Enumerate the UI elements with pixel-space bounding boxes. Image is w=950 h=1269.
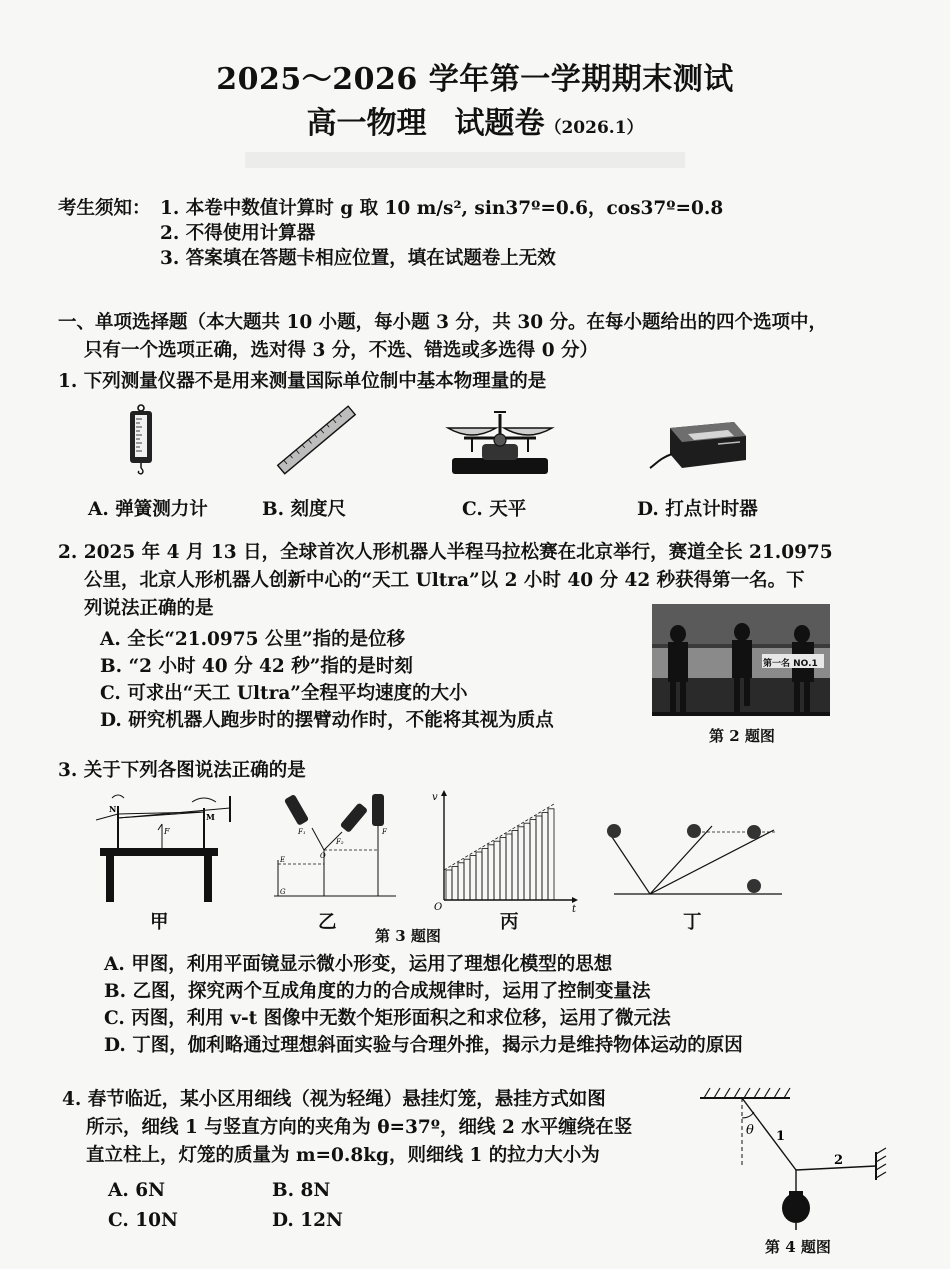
ticker-timer-image: [648, 418, 752, 476]
q2-option-a: A. 全长“21.0975 公里”指的是位移: [100, 629, 406, 650]
fig-yi-label-f: F: [382, 828, 387, 836]
notice-item-1: 1. 本卷中数值计算时 g 取 10 m/s², sin37º=0.6，cos37º=0.8: [160, 198, 724, 219]
fig-label-ding: 丁: [683, 912, 702, 933]
fig-bing-vt-graph: [432, 790, 578, 915]
q4-option-b: B. 8N: [272, 1180, 331, 1201]
exam-subtitle: [0, 98, 950, 142]
q1-option-d: D. 打点计时器: [637, 499, 758, 520]
fig4-lantern-diagram: [696, 1084, 898, 1234]
subject-title: 高一物理: [306, 106, 427, 141]
vt-micro-rect: [506, 834, 512, 900]
fig-jia-label-f: F: [164, 827, 170, 836]
vt-micro-rect: [500, 838, 506, 900]
balance-image: [444, 404, 556, 478]
q3-stem: 3. 关于下列各图说法正确的是: [58, 760, 306, 781]
fig4-label-1: 1: [776, 1129, 786, 1144]
vt-micro-rect: [488, 845, 494, 900]
vt-micro-rect: [446, 870, 452, 900]
q3-option-c: C. 丙图，利用 v-t 图像中无数个矩形面积之和求位移，运用了微元法: [104, 1008, 671, 1029]
vt-micro-rect: [458, 863, 464, 900]
spring-scale-image: [125, 404, 157, 474]
q2-option-d: D. 研究机器人跑步时的摆臂动作时，不能将其视为质点: [100, 710, 554, 731]
fig-jia-mirror-experiment: [92, 790, 238, 906]
q4-stem-2: 所示，细线 1 与竖直方向的夹角为 θ=37º，细线 2 水平缠绕在竖: [86, 1117, 633, 1138]
q4-figure-caption: 第 4 题图: [765, 1238, 831, 1256]
q4-option-a: A. 6N: [108, 1180, 166, 1201]
notice-item-3: 3. 答案填在答题卡相应位置，填在试题卷上无效: [160, 248, 556, 269]
fig-yi-label-f2: F₂: [336, 838, 344, 846]
vt-micro-rect: [482, 848, 488, 900]
fig-label-yi: 乙: [318, 912, 337, 933]
ruler-image: [275, 408, 357, 474]
vt-micro-rect: [512, 830, 518, 900]
exam-date: （2026.1）: [544, 118, 644, 138]
fig-jia-label-m: M: [206, 812, 215, 822]
vt-micro-rect: [548, 809, 554, 900]
vt-micro-rect: [470, 856, 476, 900]
q1-stem: 1. 下列测量仪器不是用来测量国际单位制中基本物理量的是: [58, 371, 547, 392]
fig4-label-theta: θ: [746, 1123, 754, 1138]
paper-type: 试题卷: [454, 106, 545, 141]
q2-stem-3: 列说法正确的是: [84, 598, 214, 619]
marathon-banner: 第一名 NO.1: [763, 659, 818, 669]
q1-option-b: B. 刻度尺: [262, 499, 347, 520]
q1-option-a: A. 弹簧测力计: [88, 499, 208, 520]
vt-micro-rect: [524, 823, 530, 900]
fig-jia-label-n: N: [109, 804, 117, 814]
fig-bing-label-t: t: [572, 904, 577, 915]
blurred-strip: [245, 152, 685, 168]
vt-micro-rect: [518, 827, 524, 900]
fig-ding-galileo-incline: [596, 818, 786, 900]
fig-yi-label-g: G: [280, 888, 286, 896]
vt-micro-rect: [536, 816, 542, 900]
q3-option-b: B. 乙图，探究两个互成角度的力的合成规律时，运用了控制变量法: [104, 981, 651, 1002]
fig4-label-2: 2: [834, 1153, 844, 1168]
section1-heading-2: 只有一个选项正确，选对得 3 分，不选、错选或多选得 0 分）: [84, 340, 599, 361]
section1-heading: 一、单项选择题（本大题共 10 小题，每小题 3 分，共 30 分。在每小题给出的四个选项中，: [58, 312, 828, 333]
q2-figure-caption: 第 2 题图: [709, 727, 775, 745]
vt-micro-rect: [530, 820, 536, 900]
notice-item-2: 2. 不得使用计算器: [160, 223, 316, 244]
vt-micro-rect: [452, 866, 458, 900]
q2-stem-2: 公里，北京人形机器人创新中心的“天工 Ultra”以 2 小时 40 分 42 秒获得第一名。下: [84, 570, 805, 591]
q4-option-c: C. 10N: [108, 1210, 178, 1231]
exam-title: 2025～2026 学年第一学期期末测试: [216, 62, 734, 97]
q2-stem-1: 2. 2025 年 4 月 13 日，全球首次人形机器人半程马拉松赛在北京举行，赛道全长 21.0975: [58, 542, 833, 563]
notice-label: 考生须知：: [58, 198, 151, 219]
fig-label-bing: 丙: [500, 912, 519, 933]
q2-option-c: C. 可求出“天工 Ultra”全程平均速度的大小: [100, 683, 468, 704]
q4-option-d: D. 12N: [272, 1210, 343, 1231]
q4-stem-1: 4. 春节临近，某小区用细线（视为轻绳）悬挂灯笼，悬挂方式如图: [62, 1089, 606, 1110]
fig-bing-label-v: v: [432, 792, 438, 803]
q3-option-d: D. 丁图，伽利略通过理想斜面实验与合理外推，揭示力是维持物体运动的原因: [104, 1035, 743, 1056]
q3-figure-caption: 第 3 题图: [375, 927, 441, 945]
fig-yi-force-composition: [270, 790, 400, 906]
fig-yi-label-f1: F₁: [298, 828, 306, 836]
fig-yi-label-o: O: [320, 852, 326, 860]
vt-micro-rect: [494, 841, 500, 900]
fig-bing-label-o: O: [434, 902, 443, 913]
q4-stem-3: 直立柱上，灯笼的质量为 m=0.8kg，则细线 1 的拉力大小为: [86, 1145, 600, 1166]
q1-option-c: C. 天平: [462, 499, 527, 520]
vt-micro-rect: [476, 852, 482, 900]
fig-label-jia: 甲: [150, 912, 169, 933]
q2-option-b: B. “2 小时 40 分 42 秒”指的是时刻: [100, 656, 413, 677]
vt-micro-rect: [542, 812, 548, 900]
vt-micro-rect: [464, 859, 470, 900]
fig-yi-label-e: E: [280, 856, 286, 864]
q3-option-a: A. 甲图，利用平面镜显示微小形变，运用了理想化模型的思想: [104, 954, 613, 975]
